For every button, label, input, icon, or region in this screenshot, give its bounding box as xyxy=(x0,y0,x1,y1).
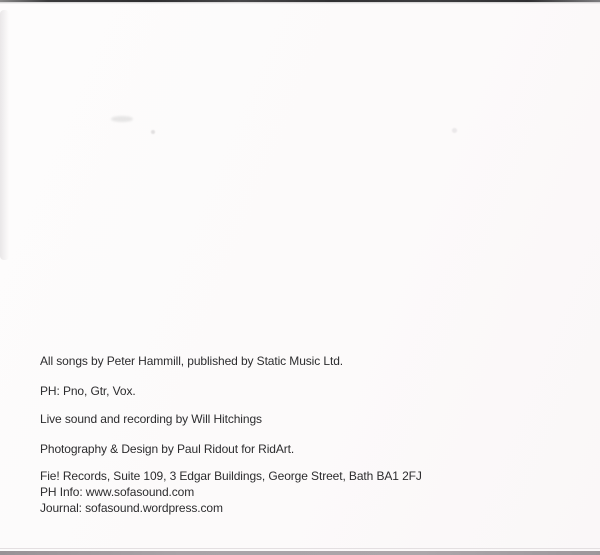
scan-speck-artifact xyxy=(452,128,457,133)
contact-journal-url-line: Journal: sofasound.wordpress.com xyxy=(40,501,223,516)
credits-line-live-sound: Live sound and recording by Will Hitchings xyxy=(40,412,262,426)
left-scan-shading xyxy=(0,10,9,260)
contact-text-block xyxy=(40,468,422,517)
contact-address-line: Fie! Records, Suite 109, 3 Edgar Buildings, George Street, Bath BA1 2FJ xyxy=(40,469,422,483)
bottom-scan-edge xyxy=(0,551,600,555)
credits-line-instruments: PH: Pno, Gtr, Vox. xyxy=(40,384,136,398)
top-scan-edge-shadow xyxy=(0,2,600,4)
bottom-crease-line xyxy=(0,548,600,549)
credits-line-photography: Photography & Design by Paul Ridout for RidArt. xyxy=(40,442,295,456)
scan-speck-artifact xyxy=(151,130,155,134)
scan-smudge-artifact xyxy=(111,116,133,122)
contact-info-url-line: PH Info: www.sofasound.com xyxy=(40,485,195,500)
credits-line-songs: All songs by Peter Hammill, published by Static Music Ltd. xyxy=(40,354,343,368)
